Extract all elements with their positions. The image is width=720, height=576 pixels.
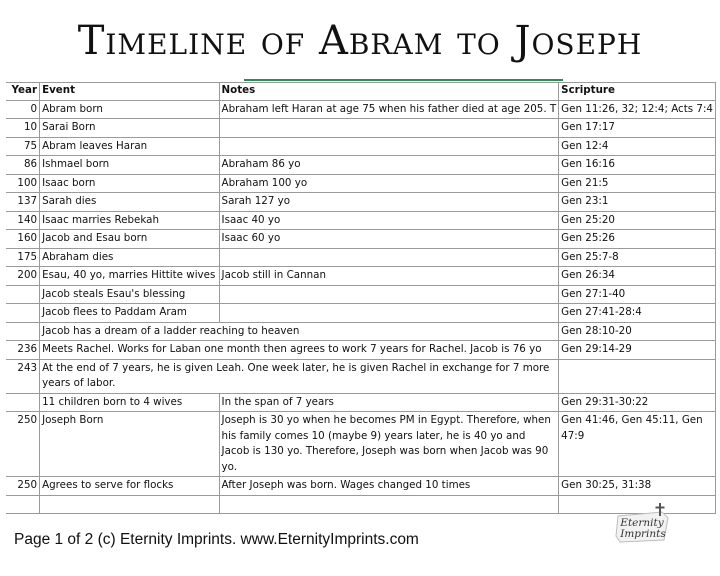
table-row (6, 477, 716, 496)
cell-year: 140 (6, 211, 40, 230)
cell-event: At the end of 7 years, he is given Leah. One week later, he is given Rachel in exchange for 7 more years of labor. (40, 359, 559, 393)
page-title: Timeline of Abram to Joseph (77, 18, 643, 64)
cell-year: 236 (6, 341, 40, 360)
cell-scripture: Gen 25:26 (559, 230, 716, 249)
timeline-table (6, 82, 716, 514)
table-row (6, 137, 716, 156)
cell-event: Ishmael born (40, 156, 219, 175)
cell-year: 10 (6, 119, 40, 138)
header-scripture: Scripture (559, 82, 716, 100)
table-row (6, 341, 716, 360)
cell-scripture: Gen 16:16 (559, 156, 716, 175)
cell-year: 250 (6, 412, 40, 477)
table-row (6, 285, 716, 304)
table-row (6, 359, 716, 393)
cell-scripture: Gen 41:46, Gen 45:11, Gen 47:9 (559, 412, 716, 477)
table-header-row (6, 82, 716, 100)
cell-year (6, 393, 40, 412)
cell-scripture: Gen 28:10-20 (559, 322, 716, 341)
cell-notes: Jacob still in Cannan (219, 267, 559, 286)
cell-scripture: Gen 23:1 (559, 193, 716, 212)
cell-year (6, 495, 40, 514)
table-row (6, 304, 716, 323)
cell-notes: Abraham 86 yo (219, 156, 559, 175)
table-row (6, 211, 716, 230)
table-row (6, 267, 716, 286)
table-row (6, 393, 716, 412)
cell-event-text: Meets Rachel. Works for Laban one month then agrees to work 7 years for Rachel. Jacob is 76 yo (42, 343, 542, 355)
cell-event: Esau, 40 yo, marries Hittite wives (40, 267, 219, 286)
cell-event: Isaac born (40, 174, 219, 193)
cell-scripture: Gen 25:20 (559, 211, 716, 230)
cell-year: 75 (6, 137, 40, 156)
table-row-empty (6, 495, 716, 514)
cell-notes (219, 285, 559, 304)
cell-scripture: Gen 27:41-28:4 (559, 304, 716, 323)
table-row (6, 412, 716, 477)
cell-notes: After Joseph was born. Wages changed 10 times (219, 477, 559, 496)
cell-notes (219, 304, 559, 323)
cell-event: Sarai Born (40, 119, 219, 138)
table-row (6, 100, 716, 119)
table-row (6, 193, 716, 212)
logo-line2: Imprints (620, 528, 666, 540)
cell-notes: Sarah 127 yo (219, 193, 559, 212)
cell-event (40, 495, 219, 514)
cell-year (6, 322, 40, 341)
cell-scripture: Gen 26:34 (559, 267, 716, 286)
cell-event (40, 322, 559, 341)
table-row (6, 248, 716, 267)
cell-year (6, 304, 40, 323)
logo-line1: Eternity (620, 517, 664, 529)
cell-year: 243 (6, 359, 40, 393)
cell-event: 11 children born to 4 wives (40, 393, 219, 412)
cell-notes (219, 119, 559, 138)
cell-scripture: Gen 12:4 (559, 137, 716, 156)
cell-event: Abram born (40, 100, 219, 119)
spreadsheet (6, 68, 716, 491)
cell-notes: Joseph is 30 yo when he becomes PM in Egypt. Therefore, when his family comes 10 (maybe 9) years later, he is 40 yo and Jacob is 130 yo. Therefore, Joseph was born when Jacob was 90 yo. (219, 412, 559, 477)
eternity-imprints-logo (612, 502, 674, 546)
cell-event: Joseph Born (40, 412, 219, 477)
cell-year: 175 (6, 248, 40, 267)
table-row (6, 156, 716, 175)
cell-year: 137 (6, 193, 40, 212)
header-notes: Notes (219, 82, 559, 100)
cell-year: 200 (6, 267, 40, 286)
table-row (6, 119, 716, 138)
page-footer: Page 1 of 2 (c) Eternity Imprints. www.EternityImprints.com (14, 531, 419, 548)
cell-event: Agrees to serve for flocks (40, 477, 219, 496)
cell-event: Sarah dies (40, 193, 219, 212)
cell-notes: In the span of 7 years (219, 393, 559, 412)
cell-scripture: Gen 29:14-29 (559, 341, 716, 360)
cell-year: 160 (6, 230, 40, 249)
cell-scripture: Gen 17:17 (559, 119, 716, 138)
table-row (6, 174, 716, 193)
cell-scripture: Gen 29:31-30:22 (559, 393, 716, 412)
cell-notes: Abraham left Haran at age 75 when his father died at age 205. T (219, 100, 559, 119)
cell-year: 0 (6, 100, 40, 119)
cell-scripture (559, 359, 716, 393)
cell-notes: Isaac 40 yo (219, 211, 559, 230)
cell-year: 86 (6, 156, 40, 175)
cell-event: Isaac marries Rebekah (40, 211, 219, 230)
table-row (6, 230, 716, 249)
cell-scripture: Gen 21:5 (559, 174, 716, 193)
header-year: Year (6, 82, 40, 100)
cell-event-text: Jacob has a dream of a ladder reaching to heaven (42, 324, 300, 337)
table-row (6, 322, 716, 341)
column-header-strip (6, 68, 716, 83)
selected-column-indicator (244, 79, 563, 81)
cell-notes: Abraham 100 yo (219, 174, 559, 193)
cell-notes: Isaac 60 yo (219, 230, 559, 249)
cell-event: Abraham dies (40, 248, 219, 267)
cell-scripture: Gen 30:25, 31:38 (559, 477, 716, 496)
cell-year: 100 (6, 174, 40, 193)
cell-notes (219, 137, 559, 156)
cell-notes (219, 495, 559, 514)
logo-graphic (612, 502, 674, 546)
header-event: Event (40, 82, 219, 100)
cell-notes (219, 248, 559, 267)
cell-event: Jacob flees to Paddam Aram (40, 304, 219, 323)
cell-scripture: Gen 25:7-8 (559, 248, 716, 267)
cell-event: Jacob steals Esau's blessing (40, 285, 219, 304)
cell-scripture: Gen 11:26, 32; 12:4; Acts 7:4 (559, 100, 716, 119)
cell-event: Abram leaves Haran (40, 137, 219, 156)
cell-event: Jacob and Esau born (40, 230, 219, 249)
cell-year: 250 (6, 477, 40, 496)
cell-year (6, 285, 40, 304)
cell-event (40, 341, 559, 360)
cell-scripture: Gen 27:1-40 (559, 285, 716, 304)
